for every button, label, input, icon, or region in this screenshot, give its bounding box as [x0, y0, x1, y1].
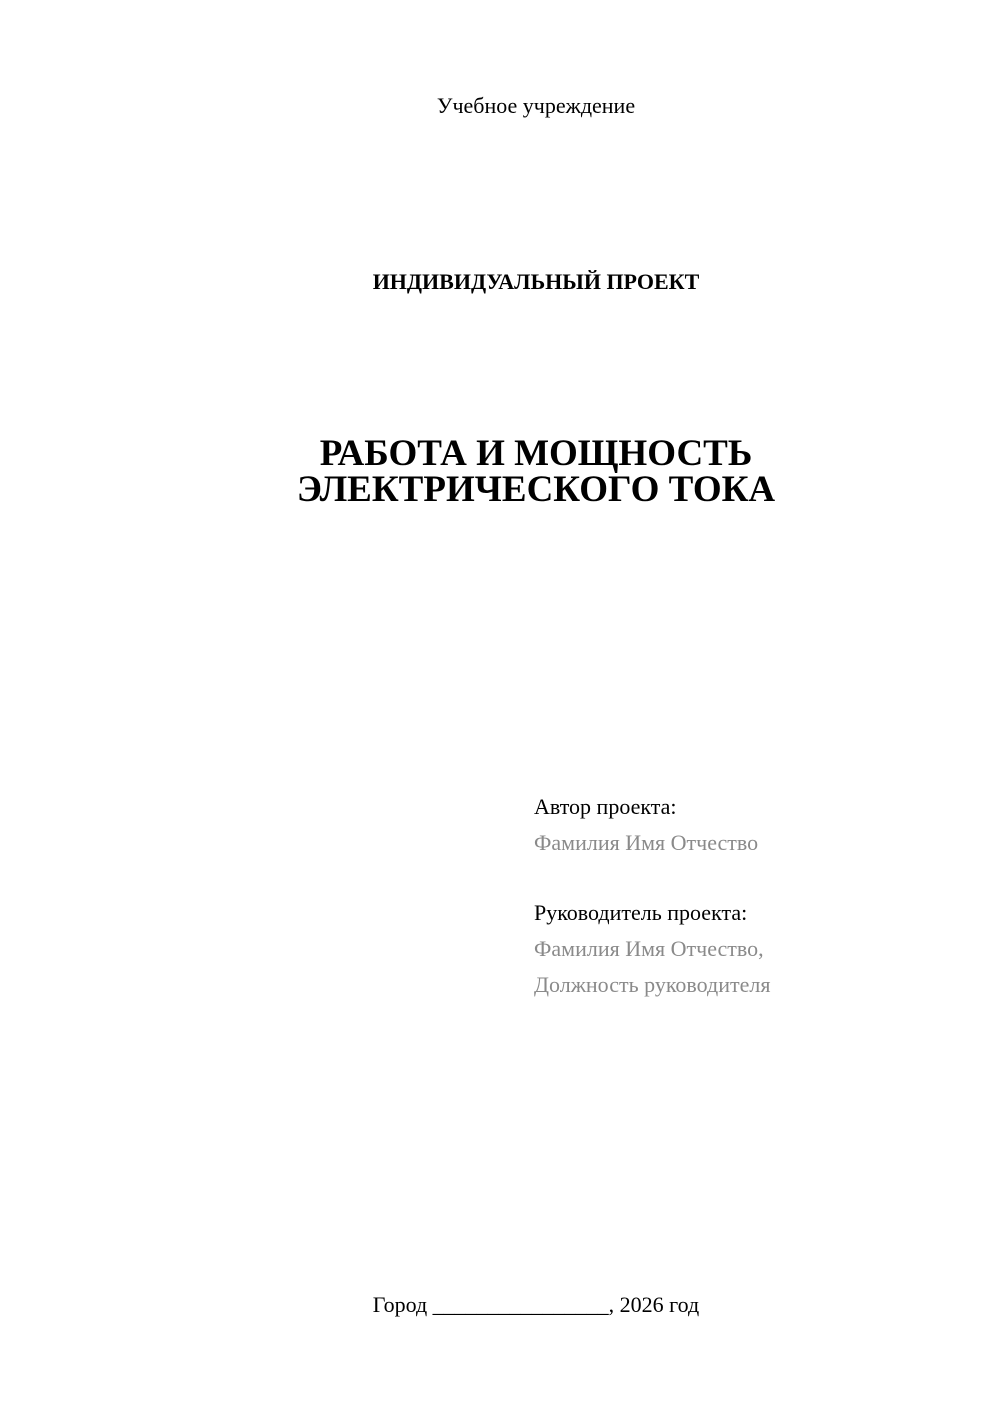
supervisor-label: Руководитель проекта:: [534, 900, 748, 925]
project-title-line-2: ЭЛЕКТРИЧЕСКОГО ТОКА: [296, 469, 776, 510]
document-type-heading: ИНДИВИДУАЛЬНЫЙ ПРОЕКТ: [372, 269, 700, 294]
project-info-block: [534, 789, 974, 1003]
project-title-line-1: РАБОТА И МОЩНОСТЬ: [319, 433, 753, 474]
project-title: [0, 433, 1000, 510]
city-year-line: Город ________________, 2026 год: [372, 1292, 700, 1317]
supervisor-position: Должность руководителя: [534, 972, 771, 997]
info-spacer: [534, 861, 974, 895]
author-label: Автор проекта:: [534, 794, 677, 819]
institution-name: Учебное учреждение: [436, 93, 636, 118]
author-name: Фамилия Имя Отчество: [534, 830, 759, 855]
supervisor-name: Фамилия Имя Отчество,: [534, 936, 764, 961]
